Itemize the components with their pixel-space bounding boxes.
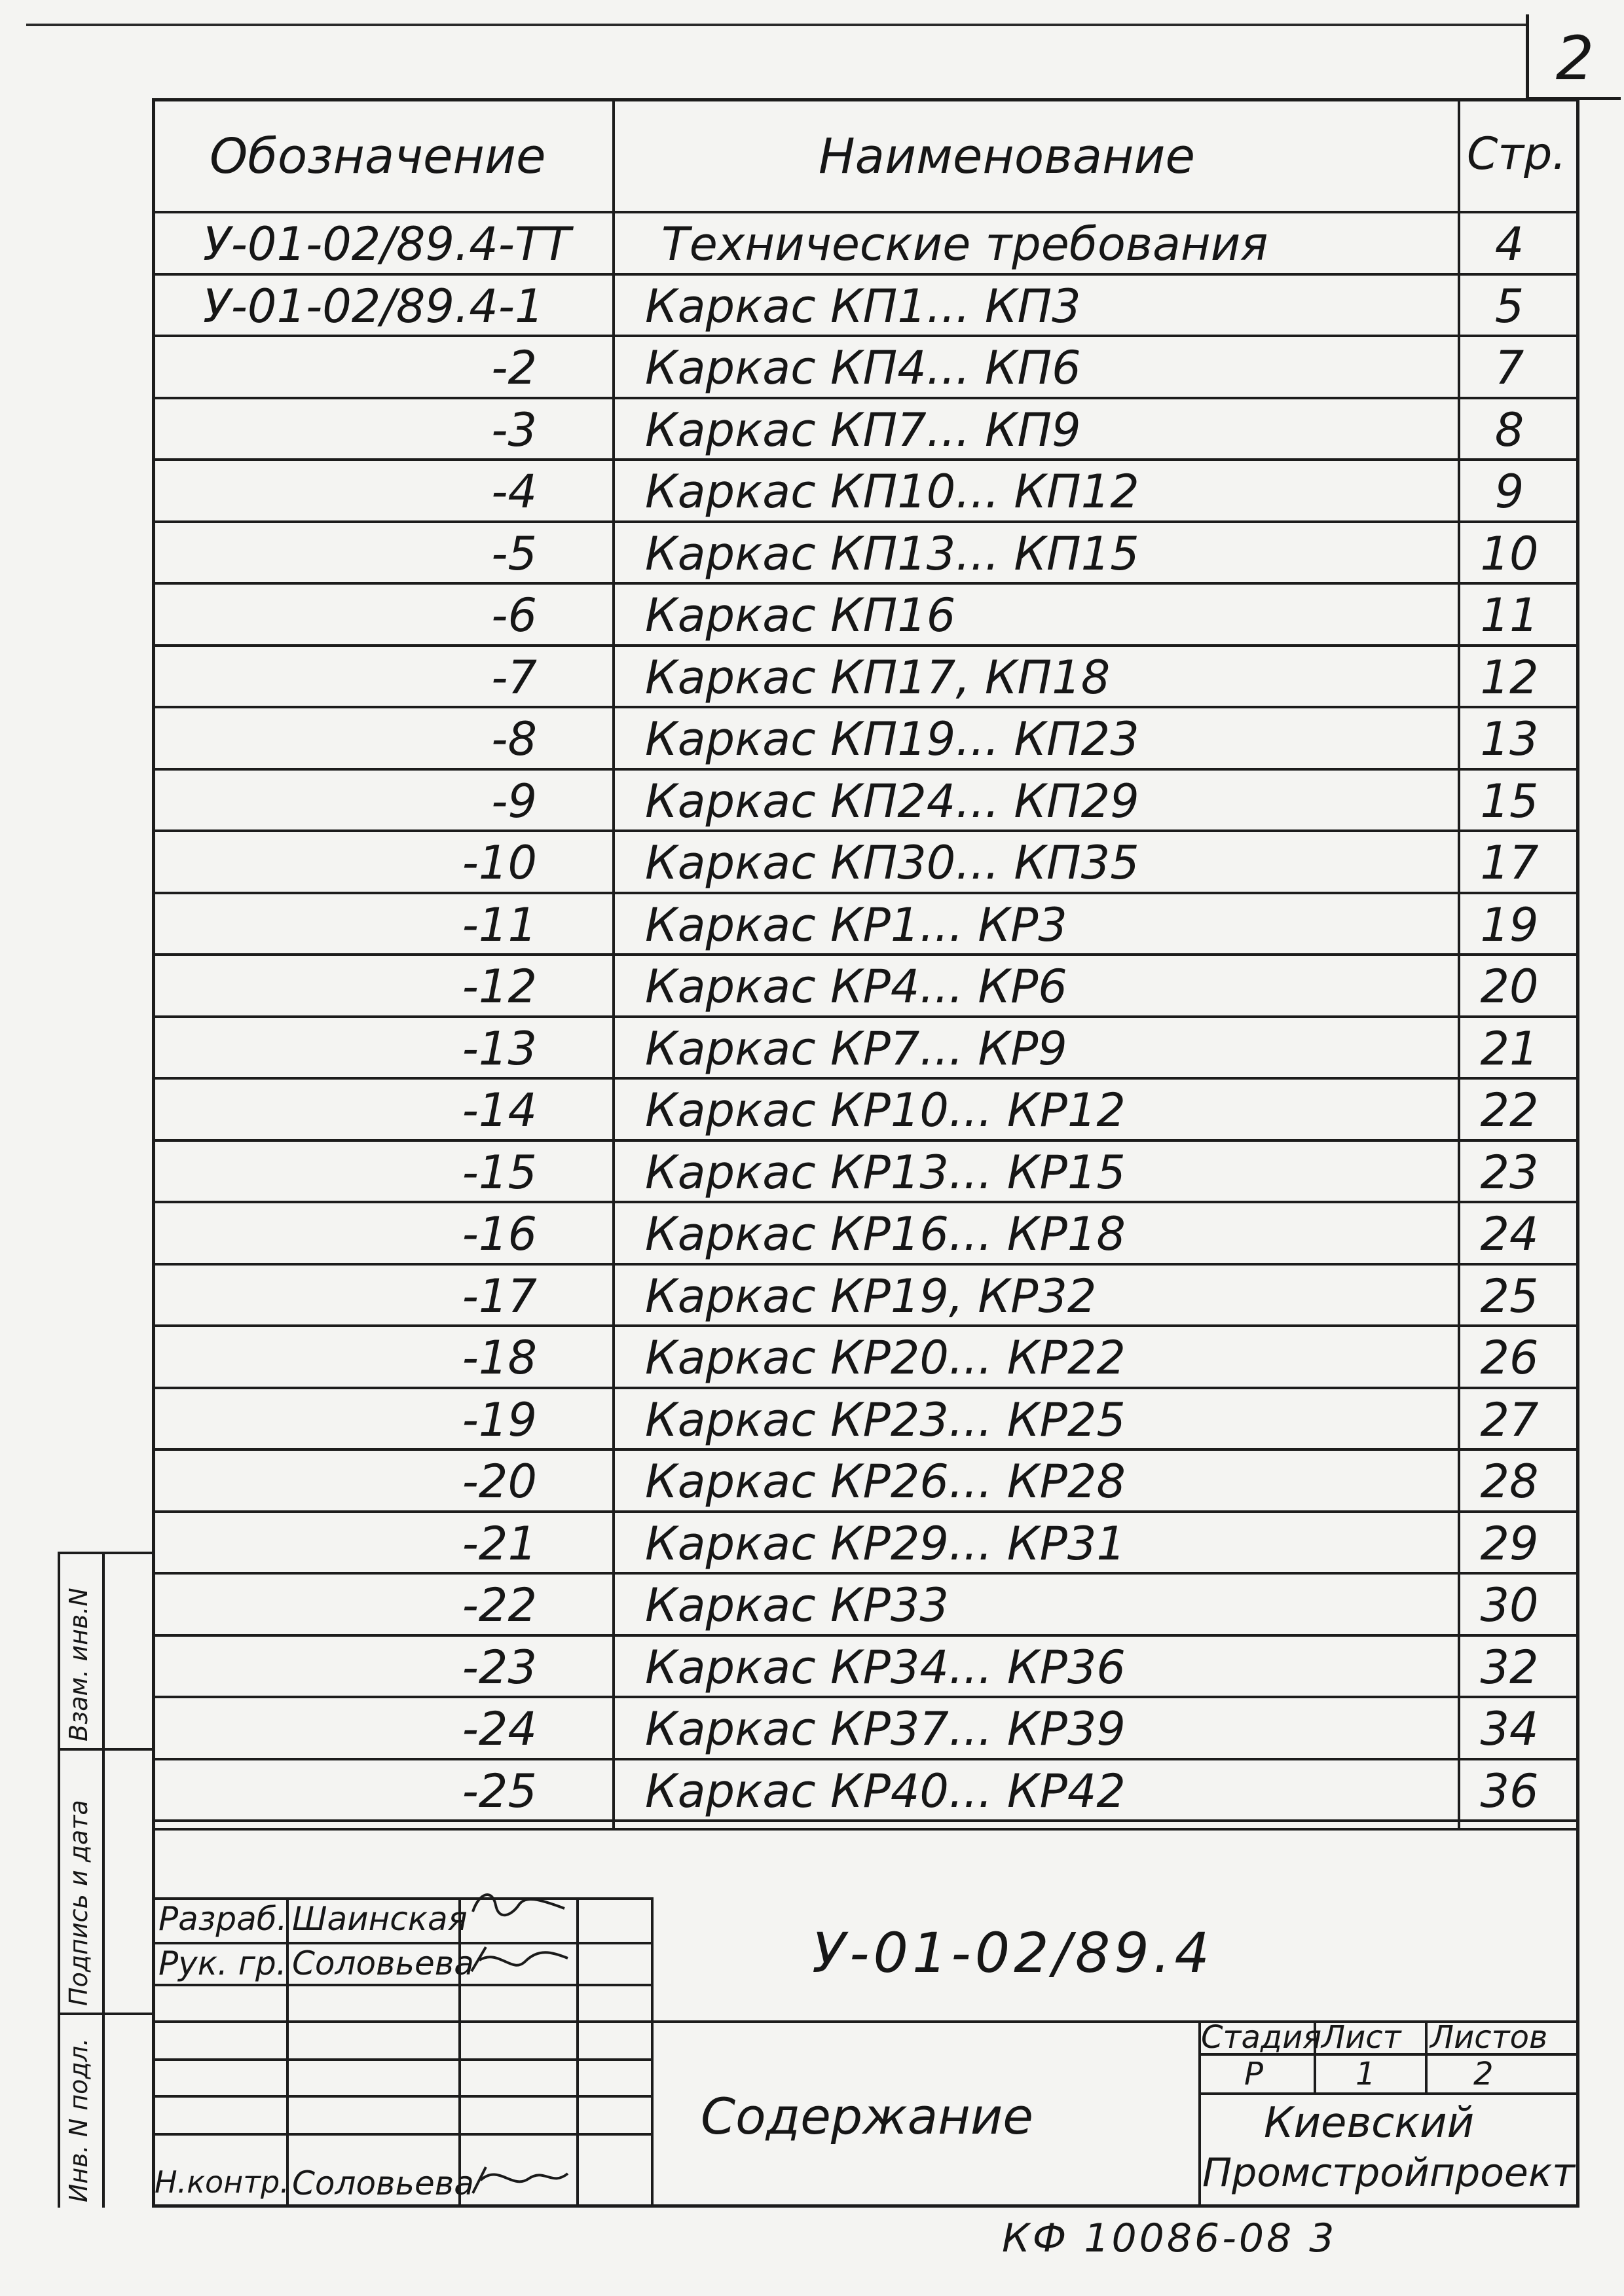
row-name: Каркас КР29... КР31 (645, 1516, 1126, 1571)
row-page: 25 (1480, 1269, 1539, 1323)
side-stamp-divider (58, 2013, 153, 2015)
table-row-line (153, 582, 1578, 585)
row-page: 8 (1494, 403, 1524, 457)
row-code: У-01-02/89.4-ТТ (203, 217, 571, 271)
row-code: -11 (462, 898, 537, 952)
top-border-line (26, 24, 1526, 26)
table-row-line (153, 644, 1578, 647)
row-code: -10 (462, 836, 537, 890)
row-page: 5 (1494, 279, 1524, 333)
table-row-line (153, 397, 1578, 399)
table-row-line (153, 768, 1578, 771)
row-name: Каркас КР13... КР15 (645, 1145, 1126, 1199)
table-row-line (153, 1510, 1578, 1513)
row-name: Каркас КР33 (645, 1578, 949, 1632)
row-page: 28 (1480, 1455, 1539, 1508)
table-row-line (153, 1387, 1578, 1389)
row-name: Каркас КР40... КР42 (645, 1764, 1126, 1818)
table-row-line (153, 1015, 1578, 1018)
table-row-line (153, 520, 1578, 523)
row-name: Каркас КР16... КР18 (645, 1207, 1126, 1261)
sheet-number: 2 (1555, 24, 1595, 94)
table-row-line (153, 273, 1578, 276)
row-name: Каркас КП24... КП29 (645, 774, 1139, 828)
row-page: 11 (1480, 589, 1539, 642)
row-name: Каркас КР23... КР25 (645, 1393, 1126, 1447)
row-page: 23 (1480, 1145, 1539, 1199)
row-code: -20 (462, 1455, 537, 1508)
side-stamp-divider (58, 1748, 153, 1751)
titleblock-top-line (153, 1828, 1578, 1831)
table-row-line (153, 335, 1578, 337)
header-name: Наименование (819, 128, 1196, 185)
row-page: 21 (1480, 1021, 1539, 1076)
signature-norm-control (466, 2160, 571, 2200)
document-code: У-01-02/89.4 (812, 1921, 1213, 1985)
row-name: Технические требования (661, 217, 1268, 271)
row-name: Каркас КР10... КР12 (645, 1084, 1126, 1137)
row-code: -6 (491, 589, 537, 642)
table-row-line (153, 1572, 1578, 1575)
stage-label: Стадия (1201, 2019, 1322, 2056)
row-code: -9 (491, 774, 537, 828)
sheets-value: 2 (1473, 2056, 1494, 2092)
row-code: -15 (462, 1145, 537, 1199)
row-name: Каркас КП7... КП9 (645, 403, 1081, 457)
sheets-label: Листов (1430, 2019, 1548, 2056)
table-row-line (153, 1448, 1578, 1451)
row-name: Каркас КП10... КП12 (645, 465, 1139, 519)
row-code: -12 (462, 960, 537, 1013)
row-page: 32 (1480, 1640, 1539, 1694)
row-code: -25 (462, 1764, 537, 1818)
row-code: -3 (491, 403, 537, 457)
table-row-line (153, 1819, 1578, 1822)
row-page: 4 (1494, 217, 1524, 271)
signature-group-lead (466, 1942, 571, 1981)
table-row-line (153, 1201, 1578, 1203)
document-title: Содержание (701, 2087, 1033, 2145)
table-row-line (153, 1139, 1578, 1142)
row-name: Каркас КП13... КП15 (645, 526, 1139, 581)
row-page: 13 (1480, 712, 1539, 766)
footer-code: КФ 10086-08 3 (1002, 2215, 1337, 2261)
titleblock-col (651, 1897, 654, 2208)
signature-developer (466, 1886, 571, 1925)
table-row-line (153, 458, 1578, 461)
row-name: Каркас КП17, КП18 (645, 650, 1111, 704)
row-code: -23 (462, 1640, 537, 1694)
side-label-inv-orig: Инв. N подл. (64, 2037, 93, 2202)
row-page: 26 (1480, 1331, 1539, 1385)
row-page: 17 (1480, 836, 1539, 890)
titleblock-col (1425, 2020, 1428, 2092)
row-name: Каркас КР34... КР36 (645, 1640, 1126, 1694)
table-row-line (153, 892, 1578, 894)
row-code: У-01-02/89.4-1 (203, 279, 544, 333)
row-code: -8 (491, 712, 537, 766)
row-code: -4 (491, 465, 537, 519)
name-norm-control: Соловьева (292, 2164, 474, 2202)
row-name: Каркас КР1... КР3 (645, 898, 1067, 952)
row-page: 9 (1494, 465, 1524, 519)
side-stamp (58, 1552, 153, 2208)
row-code: -19 (462, 1393, 537, 1447)
titleblock-line (1198, 2092, 1578, 2095)
table-row-line (153, 706, 1578, 708)
titleblock-col (576, 1897, 579, 2208)
header-page: Стр. (1467, 128, 1566, 180)
row-page: 12 (1480, 650, 1539, 704)
row-name: Каркас КР26... КР28 (645, 1455, 1126, 1508)
name-developer: Шаинская (292, 1900, 468, 1938)
row-code: -24 (462, 1702, 537, 1756)
row-name: Каркас КП19... КП23 (645, 712, 1139, 766)
row-code: -17 (462, 1269, 537, 1323)
row-code: -22 (462, 1578, 537, 1632)
row-code: -14 (462, 1084, 537, 1137)
side-label-sign-date: Подпись и дата (64, 1800, 93, 2006)
table-row-line (153, 1758, 1578, 1760)
role-norm-control: Н.контр. (155, 2164, 289, 2200)
row-page: 7 (1494, 341, 1524, 395)
row-page: 19 (1480, 898, 1539, 952)
row-name: Каркас КП30... КП35 (645, 836, 1139, 890)
row-code: -18 (462, 1331, 537, 1385)
row-page: 27 (1480, 1393, 1539, 1447)
table-divider-name (612, 100, 615, 1828)
name-group-lead: Соловьева (292, 1944, 474, 1982)
row-page: 34 (1480, 1702, 1539, 1756)
row-page: 22 (1480, 1084, 1539, 1137)
sheet-number-box (1526, 14, 1621, 100)
table-row-line (153, 1324, 1578, 1327)
row-name: Каркас КП1... КП3 (645, 279, 1081, 333)
row-code: -5 (491, 526, 537, 581)
organization-line1: Киевский (1264, 2099, 1475, 2147)
row-name: Каркас КР20... КР22 (645, 1331, 1126, 1385)
table-row-line (153, 953, 1578, 956)
row-code: -2 (491, 341, 537, 395)
row-name: Каркас КР4... КР6 (645, 960, 1067, 1013)
table-row-line (153, 1634, 1578, 1637)
table-row-line (153, 829, 1578, 832)
sheet-label: Лист (1321, 2019, 1401, 2056)
row-page: 15 (1480, 774, 1539, 828)
table-header-line (153, 211, 1578, 213)
row-page: 36 (1480, 1764, 1539, 1818)
row-code: -13 (462, 1021, 537, 1076)
row-page: 10 (1480, 526, 1539, 581)
table-row-line (153, 1263, 1578, 1266)
row-code: -16 (462, 1207, 537, 1261)
row-page: 30 (1480, 1578, 1539, 1632)
role-developer: Разраб. (158, 1900, 287, 1938)
sheet-value: 1 (1356, 2056, 1376, 2092)
role-group-lead: Рук. гр. (158, 1944, 287, 1982)
organization-line2: Промстройпроект (1202, 2150, 1576, 2196)
table-row-line (153, 1077, 1578, 1080)
row-name: Каркас КП16 (645, 589, 956, 642)
side-label-ref-inv: Взам. инв.N (64, 1588, 93, 1741)
row-name: Каркас КР37... КР39 (645, 1702, 1126, 1756)
row-page: 20 (1480, 960, 1539, 1013)
row-name: Каркас КР7... КР9 (645, 1021, 1067, 1076)
header-designation: Обозначение (210, 128, 546, 185)
row-code: -21 (462, 1516, 537, 1571)
row-page: 24 (1480, 1207, 1539, 1261)
row-code: -7 (491, 650, 537, 704)
stage-value: Р (1244, 2056, 1263, 2092)
row-page: 29 (1480, 1516, 1539, 1571)
row-name: Каркас КР19, КР32 (645, 1269, 1097, 1323)
table-row-line (153, 1696, 1578, 1698)
row-name: Каркас КП4... КП6 (645, 341, 1081, 395)
